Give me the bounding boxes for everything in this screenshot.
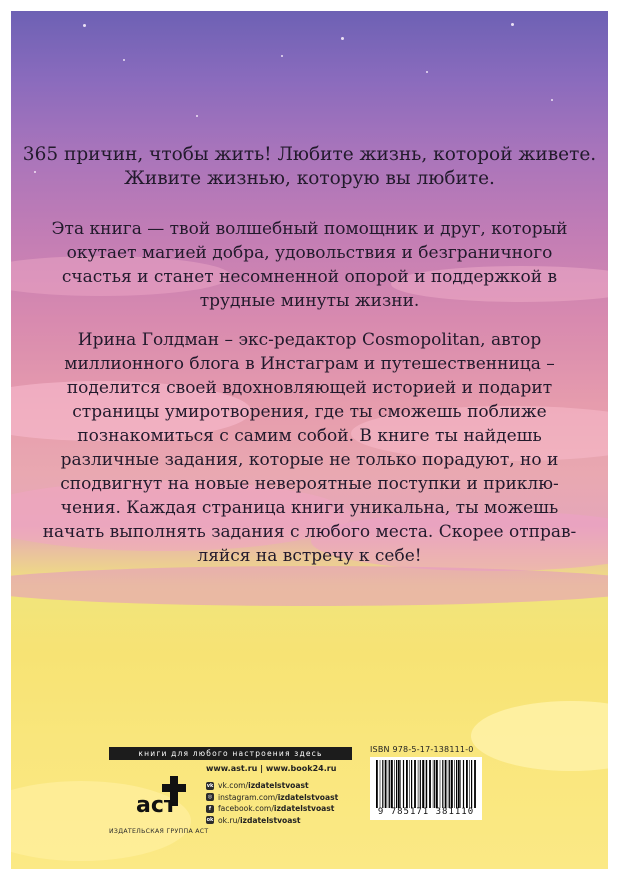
barcode-bar — [418, 760, 419, 808]
star-7 — [551, 99, 553, 101]
barcode-bar — [440, 760, 441, 808]
barcode-bar — [403, 760, 404, 808]
text-line: чения. Каждая страница книги уникальна, ты можешь — [60, 498, 559, 518]
text-line: трудные минуты жизни. — [199, 291, 420, 311]
barcode-bar — [454, 760, 455, 808]
cloud — [471, 701, 608, 771]
text-line: Ирина Голдман – экс-редактор Cosmopolitan, автор — [77, 330, 542, 350]
text-line: миллионного блога в Инстаграм и путешественница – — [64, 354, 555, 374]
barcode-bar — [385, 760, 387, 808]
star-3 — [281, 55, 283, 57]
barcode-bar — [433, 760, 434, 808]
barcode-bar — [426, 760, 427, 808]
star-4 — [341, 37, 344, 40]
text-line: счастья и станет несомненной опорой и поддержкой в — [61, 267, 558, 287]
barcode-bar — [425, 760, 426, 808]
social-handle: izdatelstvoast — [239, 815, 301, 825]
text-line: ляйся на встречу к себе! — [197, 546, 422, 566]
barcode-bar — [474, 760, 476, 808]
text-line: поделится своей вдохновляющей историей и подарит — [66, 378, 553, 398]
barcode-bar — [411, 760, 412, 808]
text-line: Эта книга — твой волшебный помощник и друг, который — [51, 219, 568, 239]
barcode-bar — [451, 760, 453, 808]
barcode-bar — [422, 760, 424, 808]
ok-icon: ok — [206, 817, 214, 824]
barcode-bar — [466, 760, 468, 808]
isbn-label: ISBN 978-5-17-138111-0 — [370, 745, 474, 754]
barcode-number: 9 785171 381110 — [377, 807, 475, 817]
text-line: различные задания, которые не только порадуют, но и — [60, 450, 559, 470]
barcode-bars — [376, 760, 476, 808]
barcode-bar — [396, 760, 397, 808]
barcode-bar — [471, 760, 472, 808]
social-link-instagram[interactable] — [206, 792, 338, 804]
star-6 — [511, 23, 514, 26]
star-8 — [196, 115, 198, 117]
star-2 — [123, 59, 125, 61]
text-line: начать выполнять задания с любого места. Скорее отправ- — [42, 522, 577, 542]
barcode-bar — [414, 760, 416, 808]
star-5 — [426, 71, 428, 73]
social-prefix: ok.ru/ — [218, 815, 240, 825]
cloud — [11, 566, 608, 606]
barcode-bar — [434, 760, 435, 808]
barcode-bar — [388, 760, 389, 808]
vk-icon: vk — [206, 782, 214, 789]
barcode-bar — [469, 760, 470, 808]
barcode-bar — [460, 760, 461, 808]
social-link-ok[interactable] — [206, 815, 338, 827]
barcode-bar — [406, 760, 408, 808]
tagline-banner: книги для любого настроения здесь — [109, 747, 352, 760]
author-paragraph — [11, 328, 608, 568]
barcode-bar — [409, 760, 410, 808]
book-back-cover — [11, 11, 608, 869]
barcode-bar — [449, 760, 450, 808]
barcode-bar — [394, 760, 395, 808]
publisher-websites[interactable]: www.ast.ru | www.book24.ru — [206, 764, 337, 773]
ast-logo-icon — [134, 772, 192, 822]
social-links — [206, 780, 338, 826]
text-line: сподвигнут на новые невероятные поступки и приклю- — [60, 474, 559, 494]
facebook-icon: f — [206, 805, 214, 813]
tagline-paragraph — [11, 143, 608, 191]
social-link-vk[interactable] — [206, 780, 338, 792]
barcode-bar — [389, 760, 390, 808]
barcode-bar — [376, 760, 378, 808]
barcode-bar — [448, 760, 449, 808]
barcode-bar — [400, 760, 401, 808]
text-line: познакомиться с самим собой. В книге ты найдешь — [77, 426, 542, 446]
barcode-bar — [380, 760, 381, 808]
star-1 — [83, 24, 86, 27]
text-line: Живите жизнью, которую вы любите. — [124, 168, 495, 189]
barcode-bar — [429, 760, 431, 808]
instagram-icon: ◎ — [207, 794, 213, 801]
barcode-bar — [456, 760, 457, 808]
text-line: 365 причин, чтобы жить! Любите жизнь, которой живете. — [22, 144, 597, 165]
barcode-bar — [463, 760, 464, 808]
ast-logo-text: аст — [136, 793, 177, 818]
social-prefix: instagram.com/ — [218, 792, 278, 802]
social-handle: izdatelstvoast — [273, 804, 335, 814]
social-handle: izdatelstvoast — [277, 792, 339, 802]
barcode-bar — [458, 760, 460, 808]
barcode-bar — [391, 760, 393, 808]
social-prefix: vk.com/ — [218, 781, 249, 791]
barcode — [370, 757, 482, 820]
ast-logo — [134, 772, 192, 822]
barcode-bar — [420, 760, 421, 808]
publisher-name: ИЗДАТЕЛЬСКАЯ ГРУППА АСТ — [109, 828, 209, 835]
social-prefix: facebook.com/ — [218, 804, 274, 814]
text-line: окутает магией добра, удовольствия и безграничного — [66, 243, 553, 263]
barcode-bar — [382, 760, 383, 808]
barcode-bar — [442, 760, 443, 808]
barcode-bar — [436, 760, 438, 808]
social-link-facebook[interactable] — [206, 803, 338, 815]
description-paragraph — [11, 217, 608, 313]
barcode-bar — [398, 760, 400, 808]
social-handle: izdatelstvoast — [248, 781, 309, 791]
text-line: страницы умиротворения, где ты сможешь поближе — [72, 402, 547, 422]
barcode-bar — [445, 760, 447, 808]
